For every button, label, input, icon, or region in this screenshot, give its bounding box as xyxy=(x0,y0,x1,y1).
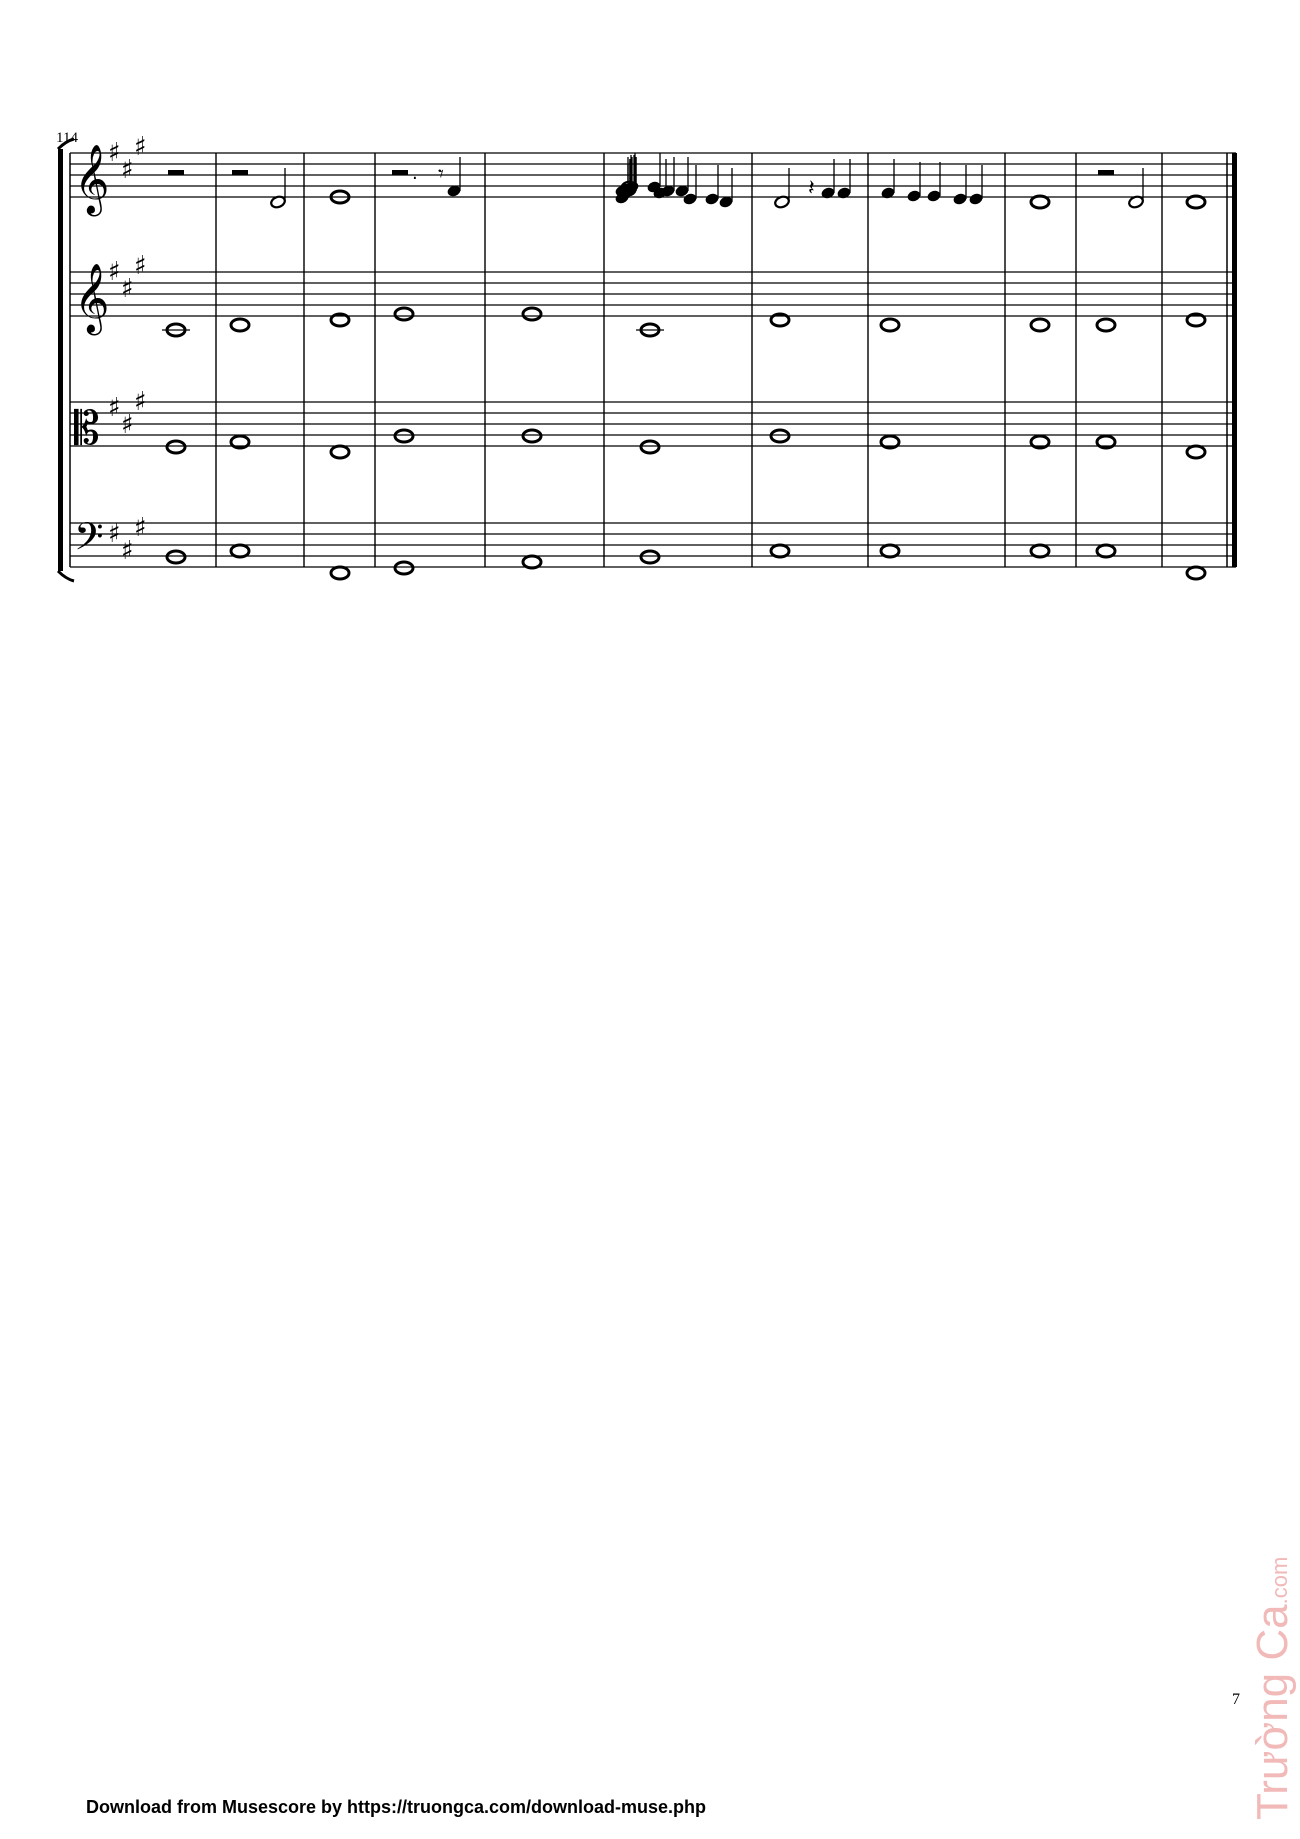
bass-clef: 𝄢 xyxy=(74,514,104,568)
sharp-sign: ♯ xyxy=(134,251,147,281)
half-rest xyxy=(232,170,248,175)
treble-clef: 𝄞 xyxy=(74,144,110,214)
sharp-sign: ♯ xyxy=(121,410,134,440)
whole-note xyxy=(641,551,659,563)
whole-note xyxy=(231,545,249,557)
bracket-hook-bottom xyxy=(58,571,74,581)
whole-note xyxy=(641,441,659,453)
dot: . xyxy=(412,163,418,184)
whole-note xyxy=(771,545,789,557)
sharp-sign: ♯ xyxy=(134,513,147,543)
system-bracket xyxy=(58,149,63,571)
final-barline-thick xyxy=(1232,153,1237,567)
whole-note xyxy=(167,551,185,563)
sharp-sign: ♯ xyxy=(134,132,147,162)
whole-note xyxy=(771,430,789,442)
whole-note xyxy=(523,556,541,568)
whole-note xyxy=(395,308,413,320)
sharp-sign: ♯ xyxy=(108,257,121,287)
whole-note xyxy=(331,567,349,579)
whole-note xyxy=(395,562,413,574)
half-rest xyxy=(1098,170,1114,175)
whole-note xyxy=(881,545,899,557)
whole-note xyxy=(1187,196,1205,208)
quarter-rest: 𝄽 xyxy=(808,176,815,201)
sharp-sign: ♯ xyxy=(121,536,134,566)
sharp-sign: ♯ xyxy=(108,393,121,423)
sharp-sign: ♯ xyxy=(121,274,134,304)
sharp-sign: ♯ xyxy=(108,519,121,549)
watermark-text: Trường Ca xyxy=(1248,1604,1297,1820)
whole-note xyxy=(1031,545,1049,557)
whole-note xyxy=(1097,319,1115,331)
staff-lines xyxy=(70,153,1236,567)
whole-note xyxy=(1187,446,1205,458)
watermark-logo xyxy=(1248,1557,1298,1820)
whole-note xyxy=(881,319,899,331)
whole-note xyxy=(523,308,541,320)
whole-note xyxy=(395,430,413,442)
watermark-domain: .com xyxy=(1267,1556,1292,1605)
page-number: 7 xyxy=(1232,1691,1240,1708)
whole-note xyxy=(523,430,541,442)
whole-note xyxy=(331,446,349,458)
whole-note xyxy=(1031,319,1049,331)
whole-rest xyxy=(168,170,184,175)
whole-note xyxy=(1187,567,1205,579)
clefs xyxy=(74,144,109,568)
sharp-sign: ♯ xyxy=(108,138,121,168)
alto-clef: 𝄡 xyxy=(74,401,100,455)
whole-note xyxy=(167,441,185,453)
sharp-sign: ♯ xyxy=(134,387,147,417)
treble-clef: 𝄞 xyxy=(74,263,110,333)
notes xyxy=(162,153,1205,579)
barlines xyxy=(58,139,1237,581)
whole-note xyxy=(1031,196,1049,208)
download-footer: Download from Musescore by https://truongca.com/download-muse.php xyxy=(86,1797,707,1817)
whole-note xyxy=(1097,545,1115,557)
measure-number: 114 xyxy=(56,130,78,146)
half-rest xyxy=(392,170,408,175)
eighth-rest: 𝄾 xyxy=(438,162,444,187)
sharp-sign: ♯ xyxy=(121,155,134,185)
whole-note xyxy=(231,319,249,331)
